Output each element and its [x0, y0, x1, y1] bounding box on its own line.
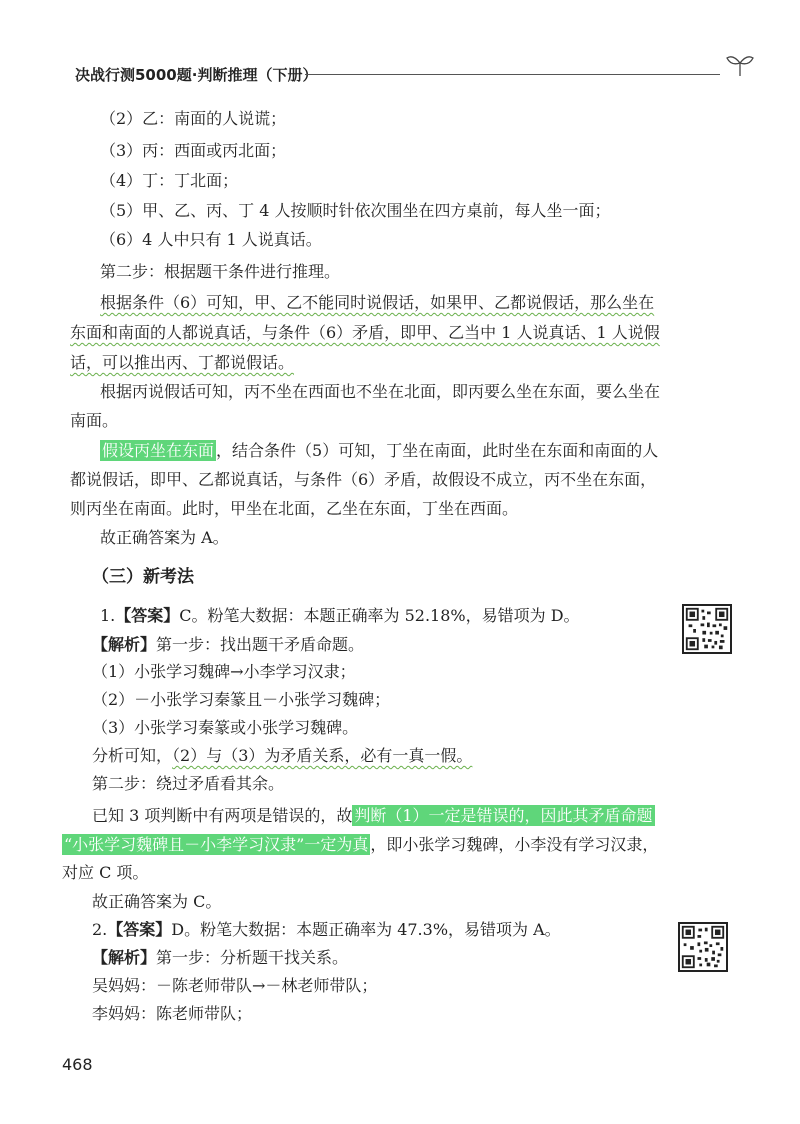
q1-analysis-text: 第一步：找出题干矛盾命题。	[156, 635, 365, 654]
q2-answer-line	[92, 919, 561, 941]
para1-line2	[70, 322, 660, 344]
q1-analysis-line	[92, 634, 364, 656]
q1-answer-tag: 【答案】	[115, 606, 180, 625]
header-rule	[305, 74, 720, 75]
para2-line2: 南面。	[70, 411, 119, 430]
q2-item-1: 吴妈妈：－陈老师带队→－林老师带队；	[92, 976, 378, 995]
condition-4: （4）丁：丁北面；	[100, 171, 239, 190]
q1-known-line2	[62, 834, 658, 856]
page-header	[75, 60, 755, 90]
qr-code-icon[interactable]	[682, 604, 732, 654]
page-number: 468	[62, 1055, 93, 1074]
q2-analysis-line	[92, 947, 348, 969]
q1-analysis-tag: 【解析】	[92, 635, 157, 654]
qr-code-icon[interactable]	[678, 922, 728, 972]
q1-known-pre: 已知 3 项判断中有两项是错误的，故	[92, 806, 353, 825]
para3-highlight: 假设丙坐在东面	[102, 441, 215, 460]
para3-line1	[100, 440, 658, 462]
para1-line2-text: 东面和南面的人都说真话，与条件（6）矛盾，即甲、乙当中 1 人说真话、1 人说假	[70, 323, 660, 342]
para1-line1-text: 根据条件（6）可知，甲、乙不能同时说假话，如果甲、乙都说假话，那么坐在	[100, 293, 655, 312]
q2-analysis-tag: 【解析】	[92, 948, 157, 967]
q1-number: 1.	[100, 606, 116, 625]
sprout-icon	[725, 52, 755, 78]
q2-answer-text: D。粉笔大数据：本题正确率为 47.3%，易错项为 A。	[171, 920, 561, 939]
condition-3: （3）丙：西面或丙北面；	[100, 141, 287, 160]
q1-known-line1	[92, 805, 655, 827]
para3-line3: 则丙坐在南面。此时，甲坐在北面，乙坐在东面，丁坐在西面。	[70, 499, 519, 518]
q1-analysis-wavy: （2）与（3）为矛盾关系，必有一真一假。	[172, 746, 473, 765]
q1-item-3: （3）小张学习秦篆或小张学习魏碑。	[92, 718, 359, 737]
q2-answer-tag: 【答案】	[107, 920, 172, 939]
q1-analysis-conclusion	[92, 745, 472, 767]
condition-5: （5）甲、乙、丙、丁 4 人按顺时针依次围坐在四方桌前，每人坐一面；	[100, 201, 611, 220]
header-title: 决战行测5000题·判断推理（下册）	[75, 66, 318, 84]
para1-line3	[70, 352, 294, 374]
q1-known-highlight-1: 判断（1）一定是错误的，因此其矛盾命题	[354, 806, 653, 825]
q2-analysis-text: 第一步：分析题干找关系。	[156, 948, 349, 967]
step-2-heading: 第二步：根据题干条件进行推理。	[100, 262, 341, 281]
q1-answer-line	[100, 605, 580, 627]
section-title: （三）新考法	[92, 567, 194, 587]
q1-item-2: （2）－小张学习秦篆且－小张学习魏碑；	[92, 690, 391, 709]
para2-line1: 根据丙说假话可知，丙不坐在西面也不坐在北面，即丙要么坐在东面，要么坐在	[100, 382, 661, 401]
condition-2: （2）乙：南面的人说谎；	[100, 109, 287, 128]
para1-line3-text: 话，可以推出丙、丁都说假话。	[70, 353, 295, 372]
q1-step2: 第二步：绕过矛盾看其余。	[92, 774, 285, 793]
condition-6: （6）4 人中只有 1 人说真话。	[100, 230, 322, 249]
q2-number: 2.	[92, 920, 108, 939]
para3-rest: ，结合条件（5）可知，丁坐在南面，此时坐在东面和南面的人	[216, 441, 659, 460]
answer-line-a: 故正确答案为 A。	[100, 528, 229, 547]
para3-line2: 都说假话，即甲、乙都说真话，与条件（6）矛盾，故假设不成立，丙不坐在东面，	[70, 470, 657, 489]
q1-final-answer: 故正确答案为 C。	[92, 892, 222, 911]
q1-answer-text: C。粉笔大数据：本题正确率为 52.18%，易错项为 D。	[179, 606, 580, 625]
q1-known-post: ，即小张学习魏碑，小李没有学习汉隶，	[370, 835, 659, 854]
q2-item-2: 李妈妈：陈老师带队；	[92, 1004, 253, 1023]
para1-line1	[100, 292, 654, 314]
q1-known-line3: 对应 C 项。	[62, 863, 149, 882]
q1-item-1: （1）小张学习魏碑→小李学习汉隶；	[92, 662, 356, 681]
q1-analysis-pre: 分析可知，	[92, 746, 173, 765]
q1-known-highlight-2: “小张学习魏碑且－小李学习汉隶”一定为真	[64, 835, 369, 854]
